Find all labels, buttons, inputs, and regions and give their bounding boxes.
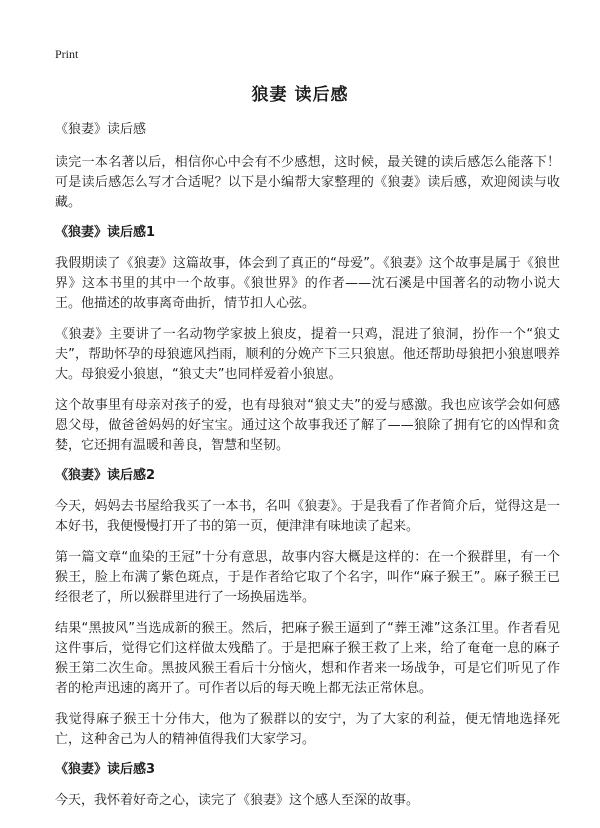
- paragraph: 结果“黑披风”当选成新的猴王。然后，把麻子猴王逼到了“葬王滩”这条江里。作者看见这件事后，觉得它们这样做太残酷了。于是把麻子猴王救了上来，给了奄奄一息的麻子猴王第二次生命。黑披风猴王看后十分恼火，想和作者来一场战争，可是它们听见了作者的枪声迅速的离开了。可作者以后的每天晚上都无法正常休息。: [55, 621, 560, 696]
- paragraph: 我觉得麻子猴王十分伟大，他为了猴群以的安宁，为了大家的利益，便无情地选择死亡，这种舍己为人的精神值得我们大家学习。: [55, 712, 560, 747]
- article-body: [55, 121, 560, 822]
- section-heading: 《狼妻》读后感1: [55, 225, 156, 240]
- section-heading: 《狼妻》读后感3: [55, 762, 156, 777]
- print-link[interactable]: Print: [55, 47, 79, 61]
- page-title: 狼妻 读后感: [251, 85, 349, 105]
- paragraph: 这个故事里有母亲对孩子的爱，也有母狼对“狼丈夫”的爱与感激。我也应该学会如何感恩父母，做爸爸妈妈的好宝宝。通过这个故事我还了解了——狼除了拥有它的凶悍和贪婪，它还拥有温暖和善良，智慧和坚韧。: [55, 398, 560, 453]
- paragraph: 第一篇文章“血染的王冠”十分有意思，故事内容大概是这样的：在一个猴群里，有一个猴王，脸上布满了紫色斑点，于是作者给它取了个名字，叫作“麻子猴王”。麻子猴王已经很老了，所以猴群里进行了一场换届选举。: [55, 550, 560, 605]
- paragraph: 今天，妈妈去书屋给我买了一本书，名叫《狼妻》。于是我看了作者简介后，觉得这是一本好书，我便慢慢打开了书的第一页，便津津有味地读了起来。: [55, 499, 560, 534]
- paragraph: 今天，我怀着好奇之心，读完了《狼妻》这个感人至深的故事。: [55, 793, 420, 808]
- paragraph: 我假期读了《狼妻》这篇故事，体会到了真正的“母爱”。《狼妻》这个故事是属于《狼世界》这本书里的其中一个故事。《狼世界》的作者——沈石溪是中国著名的动物小说大王。他描述的故事离奇曲折，情节扣人心弦。: [55, 256, 560, 311]
- intro-paragraph: 读完一本名著以后，相信你心中会有不少感想，这时候，最关键的读后感怎么能落下！可是读后感怎么写才合适呢？以下是小编帮大家整理的《狼妻》读后感，欢迎阅读与收藏。: [55, 155, 560, 210]
- section-heading: 《狼妻》读后感2: [55, 468, 156, 483]
- article-subtitle: 《狼妻》读后感: [55, 122, 147, 137]
- paragraph: 《狼妻》主要讲了一名动物学家披上狼皮，提着一只鸡，混进了狼洞，扮作一个“狼丈夫”，帮助怀孕的母狼遮风挡雨，顺利的分娩产下三只狼崽。他还帮助母狼把小狼崽喂养大。母狼爱小狼崽，“狼丈夫”也同样爱着小狼崽。: [55, 327, 560, 382]
